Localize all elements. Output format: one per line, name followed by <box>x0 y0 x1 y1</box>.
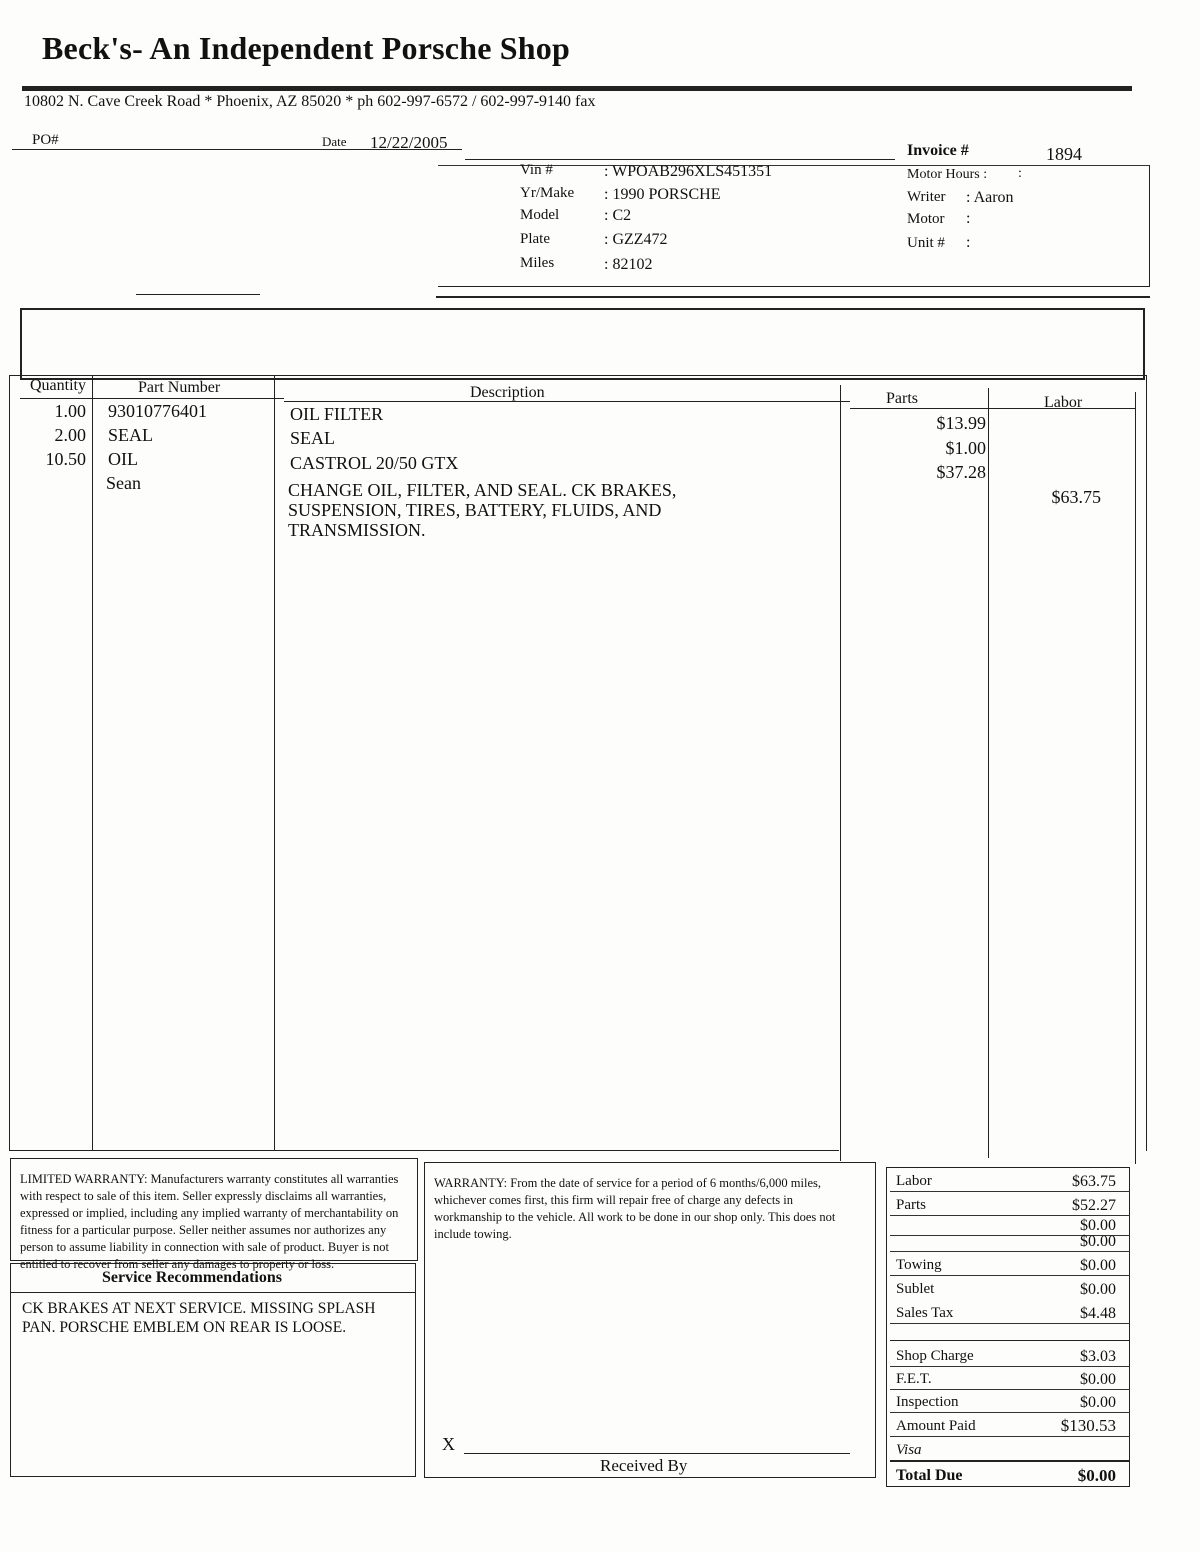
vin-value: : WPOAB296XLS451351 <box>604 163 773 180</box>
shop-address: 10802 N. Cave Creek Road * Phoenix, AZ 85020 * ph 602-997-6572 / 602-997-9140 fax <box>24 93 596 110</box>
totals-amount-paid-value: $130.53 <box>1060 1416 1116 1435</box>
yr-make-value: : 1990 PORSCHE <box>604 186 721 203</box>
col-divider-qty <box>92 375 93 1151</box>
table-row-1-part-number: 93010776401 <box>108 401 207 421</box>
table-row-1-description: OIL FILTER <box>290 404 384 424</box>
table-row-1-parts: $13.99 <box>936 413 986 433</box>
col-divider-parts <box>988 388 989 1158</box>
recommendations-box <box>10 1263 416 1477</box>
totals-sales-tax-value: $4.48 <box>1080 1305 1116 1322</box>
totals-row-sales-tax <box>890 1299 1130 1324</box>
totals-blank-2-value: $0.00 <box>1080 1233 1116 1250</box>
totals-row-sublet <box>890 1275 1130 1299</box>
table-row-2-part-number: SEAL <box>108 425 153 445</box>
recommendations-text: CK BRAKES AT NEXT SERVICE. MISSING SPLASH PAN. PORSCHE EMBLEM ON REAR IS LOOSE. <box>22 1300 376 1336</box>
signature-x: X <box>442 1434 455 1454</box>
table-row-4-part-number: Sean <box>106 473 141 493</box>
totals-row-shop-charge <box>890 1342 1130 1367</box>
unit-value: : <box>966 234 971 251</box>
vin-label: Vin # <box>520 162 553 178</box>
vehicle-box-top-rule <box>465 159 895 160</box>
totals-parts-value: $52.27 <box>1072 1197 1116 1214</box>
totals-row-visa <box>890 1436 1130 1461</box>
writer-label: Writer <box>907 189 946 205</box>
model-label: Model <box>520 207 560 223</box>
unit-label: Unit # <box>907 235 945 251</box>
col-divider-labor <box>1135 392 1136 1164</box>
totals-row-amount-paid <box>890 1412 1130 1437</box>
date-value: 12/22/2005 <box>370 133 448 152</box>
warranty-text: WARRANTY: From the date of service for a period of 6 months/6,000 miles, whichever comes first, this firm will repair free of charge any defects in workmanship to the vehicle. All work to be done in our shop only. This does not include towing. <box>434 1176 836 1241</box>
totals-blank-1-value: $0.00 <box>1080 1217 1116 1234</box>
totals-row-inspection <box>890 1388 1130 1413</box>
recommendations-rule <box>10 1292 416 1293</box>
col-header-description: Description <box>470 384 545 401</box>
invoice-number: 1894 <box>1046 144 1082 164</box>
notes-top-rule <box>436 296 1150 298</box>
miles-value: : 82102 <box>604 256 653 273</box>
totals-row-towing <box>890 1251 1130 1276</box>
recommendations-title: Service Recommendations <box>102 1269 282 1286</box>
table-row-4-labor: $63.75 <box>1051 487 1101 507</box>
totals-towing-label: Towing <box>896 1257 942 1273</box>
total-due-label: Total Due <box>896 1467 963 1484</box>
table-bottom-rule <box>9 1150 839 1151</box>
table-header-rule-right <box>850 408 1136 409</box>
notes-box <box>20 308 1145 380</box>
totals-inspection-value: $0.00 <box>1080 1394 1116 1411</box>
table-row-1-quantity: 1.00 <box>54 401 86 421</box>
col-header-labor: Labor <box>1044 394 1083 411</box>
col-header-part-number: Part Number <box>138 379 221 396</box>
table-row-3-part-number: OIL <box>108 449 138 469</box>
yr-make-label: Yr/Make <box>520 185 575 201</box>
totals-row-fet <box>890 1365 1130 1390</box>
miles-label: Miles <box>520 255 555 271</box>
totals-parts-label: Parts <box>896 1197 926 1213</box>
limited-warranty-text: LIMITED WARRANTY: Manufacturers warranty constitutes all warranties with respect to sale of this item. Seller expressly disclaims all warranties, expressed or implied, including any implied warranty of merchantability on fitness for a particular purpose. Seller neither assumes nor authorizes any person to assume liability in connection with sale of product. Buyer is not entitled to recover from seller any damages to property or loss. <box>20 1172 399 1271</box>
totals-row-blank-2 <box>890 1235 1130 1252</box>
shop-name: Beck's- An Independent Porsche Shop <box>42 30 570 66</box>
table-header-rule-mid <box>284 401 850 402</box>
writer-value: : Aaron <box>966 189 1014 206</box>
table-row-2-description: SEAL <box>290 428 335 448</box>
total-due-value: $0.00 <box>1077 1466 1116 1485</box>
totals-towing-value: $0.00 <box>1080 1257 1116 1274</box>
table-row-3-description: CASTROL 20/50 GTX <box>290 453 459 473</box>
totals-labor-value: $63.75 <box>1072 1173 1116 1190</box>
col-divider-part <box>274 375 275 1151</box>
totals-sublet-value: $0.00 <box>1080 1281 1116 1298</box>
received-by-label: Received By <box>600 1456 688 1475</box>
motor-hours-value: : <box>1018 166 1022 181</box>
motor-label: Motor <box>907 211 945 227</box>
totals-amount-paid-label: Amount Paid <box>896 1418 976 1434</box>
totals-labor-label: Labor <box>896 1173 932 1189</box>
totals-inspection-label: Inspection <box>896 1394 959 1410</box>
totals-row-parts <box>890 1191 1130 1216</box>
table-row-3-quantity: 10.50 <box>45 449 86 469</box>
motor-value: : <box>966 210 971 227</box>
totals-sales-tax-label: Sales Tax <box>896 1305 954 1321</box>
totals-section-rule <box>890 1340 1130 1341</box>
totals-row-total-due <box>890 1460 1130 1488</box>
po-label: PO# <box>32 132 59 148</box>
col-header-quantity: Quantity <box>30 377 86 394</box>
col-header-parts: Parts <box>886 390 918 407</box>
totals-visa-label: Visa <box>896 1442 922 1458</box>
signature-line[interactable] <box>464 1453 850 1454</box>
invoice-label: Invoice # <box>907 142 969 159</box>
table-row-4-description: CHANGE OIL, FILTER, AND SEAL. CK BRAKES, SUSPENSION, TIRES, BATTERY, FLUIDS, AND TRANSMISSION. <box>288 480 677 540</box>
totals-sublet-label: Sublet <box>896 1281 935 1297</box>
date-label: Date <box>322 134 347 149</box>
totals-fet-label: F.E.T. <box>896 1371 932 1387</box>
totals-shop-charge-label: Shop Charge <box>896 1348 974 1364</box>
col-divider-desc <box>840 385 841 1161</box>
plate-label: Plate <box>520 231 550 247</box>
table-row-2-parts: $1.00 <box>945 438 986 458</box>
customer-rule <box>136 294 260 295</box>
plate-value: : GZZ472 <box>604 231 668 248</box>
totals-shop-charge-value: $3.03 <box>1080 1348 1116 1365</box>
table-row-3-parts: $37.28 <box>936 462 986 482</box>
totals-fet-value: $0.00 <box>1080 1371 1116 1388</box>
table-row-2-quantity: 2.00 <box>54 425 86 445</box>
totals-row-labor <box>890 1167 1130 1192</box>
model-value: : C2 <box>604 207 632 224</box>
table-header-rule-left <box>20 398 284 399</box>
header-rule <box>22 86 1132 91</box>
motor-hours-label: Motor Hours : <box>907 167 988 182</box>
